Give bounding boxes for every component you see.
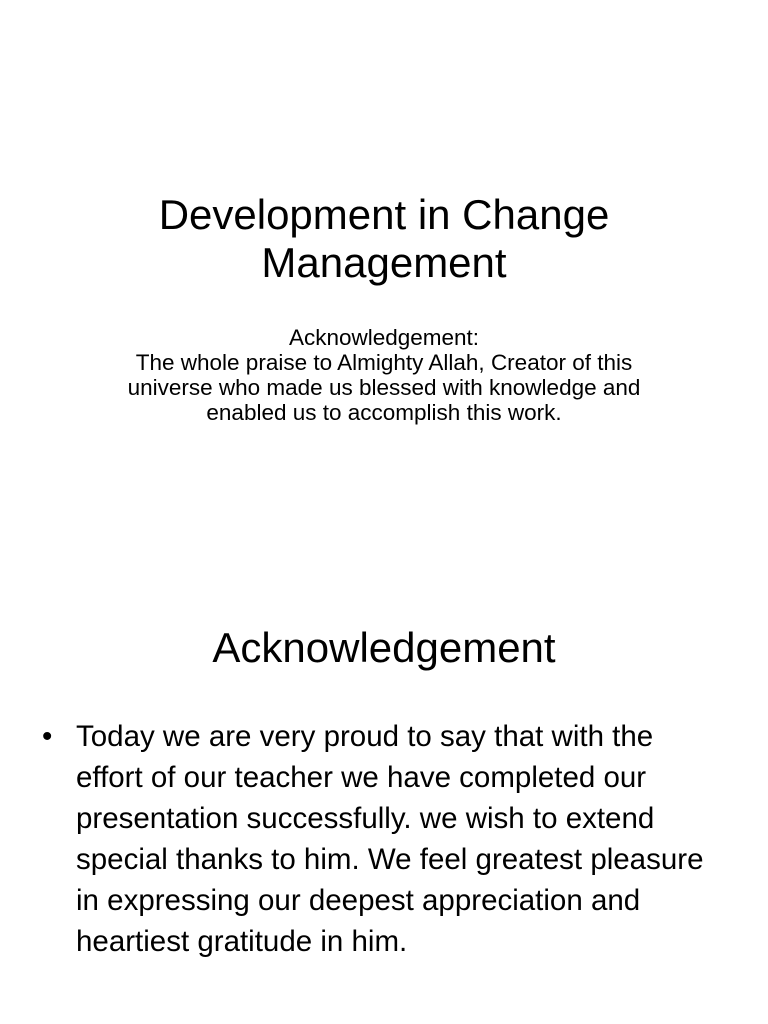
- bullet-text: Today we are very proud to say that with the effort of our teacher we have completed our presentation successfully. we wish to extend special thanks to him. We feel greatest pleasure in expressing our deepest appreciation and heartiest gratitude in him.: [76, 720, 704, 958]
- slide-2: [0, 576, 768, 1024]
- bullet-item: [40, 716, 710, 962]
- slide-2-title: Acknowledgement: [212, 624, 556, 671]
- acknowledgement-text: The whole praise to Almighty Allah, Creator of this universe who made us blessed with knowledge and enabled us to accomplish this work.: [127, 350, 641, 425]
- acknowledgement-heading: Acknowledgement:: [288, 325, 480, 350]
- slide-1-subtitle: [100, 325, 668, 425]
- bullet-list: [40, 716, 710, 962]
- bullet-icon: •: [42, 720, 53, 753]
- slide-1-title: Development in Change Management: [158, 191, 610, 286]
